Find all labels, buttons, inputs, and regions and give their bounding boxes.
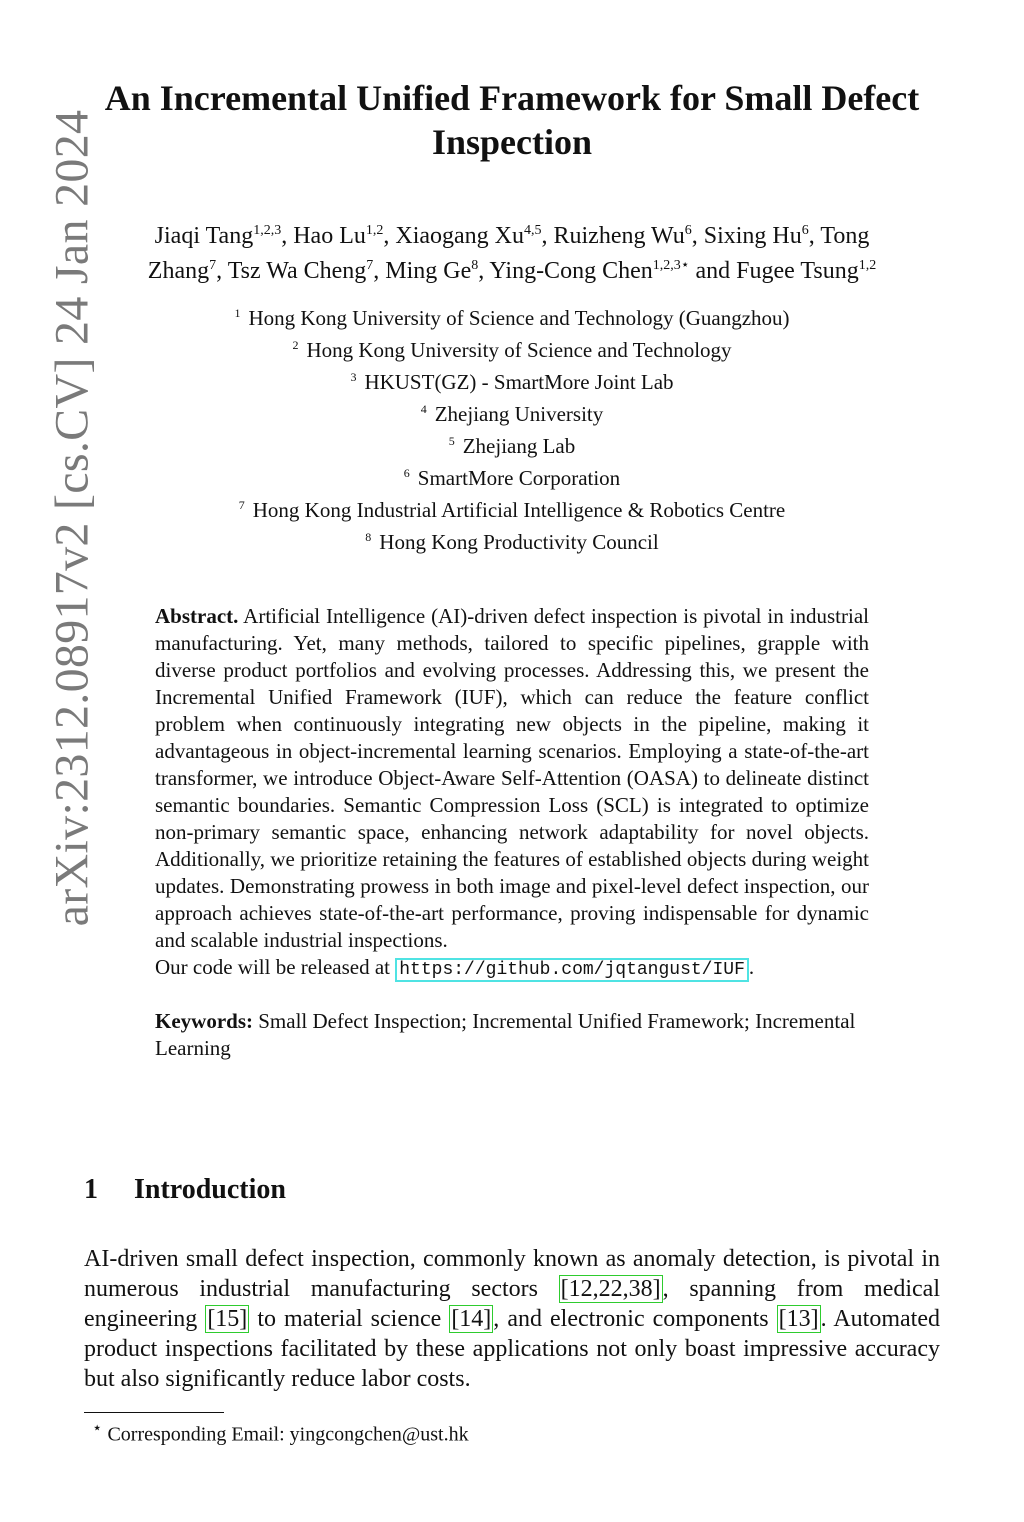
footnote-mark: ⋆: [92, 1418, 103, 1437]
affiliation-list: [84, 300, 940, 556]
affiliation: $^7$ Hong Kong Industrial Artificial Intelligence & Robotics Centre: [238, 498, 786, 522]
affiliation: $^4$ Zhejiang University: [420, 402, 604, 426]
affiliation: $^1$ Hong Kong University of Science and Technology (Guangzhou): [234, 306, 790, 330]
author: Ming Ge$^8$,: [385, 258, 490, 284]
section-title: Introduction: [134, 1174, 286, 1205]
author: Jiaqi Tang$^{1,2,3}$,: [154, 223, 294, 249]
arxiv-identifier: arXiv:2312.08917v2 [cs.CV] 24 Jan 2024: [45, 109, 99, 927]
footnote-text: Corresponding Email: yingcongchen@ust.hk: [107, 1423, 469, 1446]
keywords-label: Keywords:: [155, 1009, 253, 1033]
author: Sixing Hu$^6$, Tong: [703, 223, 870, 249]
author: Fugee Tsung$^{1,2}$: [736, 258, 877, 284]
author: Ruizheng Wu$^6$,: [553, 223, 704, 249]
footnote: [92, 1418, 469, 1447]
code-availability: Our code will be released at https://github.com/jqtangust/IUF .: [155, 955, 755, 980]
author-line-1: [84, 216, 940, 251]
abstract-text: Artificial Intelligence (AI)-driven defect inspection is pivotal in industrial manufacturing. Yet, many methods, tailored to specific pipelines, grapple with diverse product portfolios and evolving processes. Addressing this, we present the Incremental Unified Framework (IUF), which can reduce the feature conflict problem when continuously integrating new objects in the pipeline, making it advantageous in object-incremental learning scenarios. Employing a state-of-the-art transformer, we introduce Object-Aware Self-Attention (OASA) to delineate distinct semantic boundaries. Semantic Compression Loss (SCL) is integrated to optimize non-primary semantic space, enhancing network adaptability for novel objects. Additionally, we prioritize retaining the features of established objects during weight updates. Demonstrating prowess in both image and pixel-level defect inspection, our approach achieves state-of-the-art performance, proving indispensable for dynamic and scalable industrial inspections.: [155, 604, 869, 952]
citation-link[interactable]: [14]: [451, 1306, 492, 1332]
abstract-label: Abstract.: [155, 604, 239, 628]
affiliation: $^2$ Hong Kong University of Science and Technology: [292, 338, 732, 362]
keywords: [155, 1008, 869, 1062]
affiliation: $^8$ Hong Kong Productivity Council: [365, 530, 659, 554]
abstract: [155, 603, 869, 1062]
author: Tsz Wa Cheng$^7$,: [227, 258, 386, 284]
affiliation: $^6$ SmartMore Corporation: [403, 466, 621, 490]
author: Ying-Cong Chen$^{1,2,3⋆}$ and: [489, 258, 737, 284]
footnote-rule: [84, 1412, 224, 1413]
affiliation: $^5$ Zhejiang Lab: [448, 434, 576, 458]
section-heading: [84, 1174, 286, 1206]
intro-paragraph: AI-driven small defect inspection, commonly known as anomaly detection, is pivotal in numerous industrial manufacturing sectors [12,22,38], spanning from medical engineering [15] to material science [14], and electronic components [13]. Automated product inspections facilitated by these applications not only boast impressive accuracy but also significantly reduce labor costs.: [84, 1246, 940, 1392]
author: Zhang$^7$,: [147, 258, 228, 284]
author: Hao Lu$^{1,2}$,: [293, 223, 396, 249]
citation-link[interactable]: [13]: [778, 1306, 819, 1332]
author: Xiaogang Xu$^{4,5}$,: [395, 223, 554, 249]
code-link[interactable]: https://github.com/jqtangust/IUF: [395, 958, 749, 982]
affiliation: $^3$ HKUST(GZ) - SmartMore Joint Lab: [350, 370, 674, 394]
section-number: 1: [84, 1174, 98, 1205]
author-line-2: [84, 251, 940, 286]
keywords-text: Small Defect Inspection; Incremental Unified Framework; Incremental Learning: [155, 1009, 856, 1060]
paper-title: An Incremental Unified Framework for Small Defect Inspection: [104, 78, 920, 162]
abstract-body: [155, 603, 869, 954]
author-list: [84, 216, 940, 286]
citation-link[interactable]: [15]: [207, 1306, 248, 1332]
citation-link[interactable]: [12,22,38]: [560, 1276, 661, 1302]
